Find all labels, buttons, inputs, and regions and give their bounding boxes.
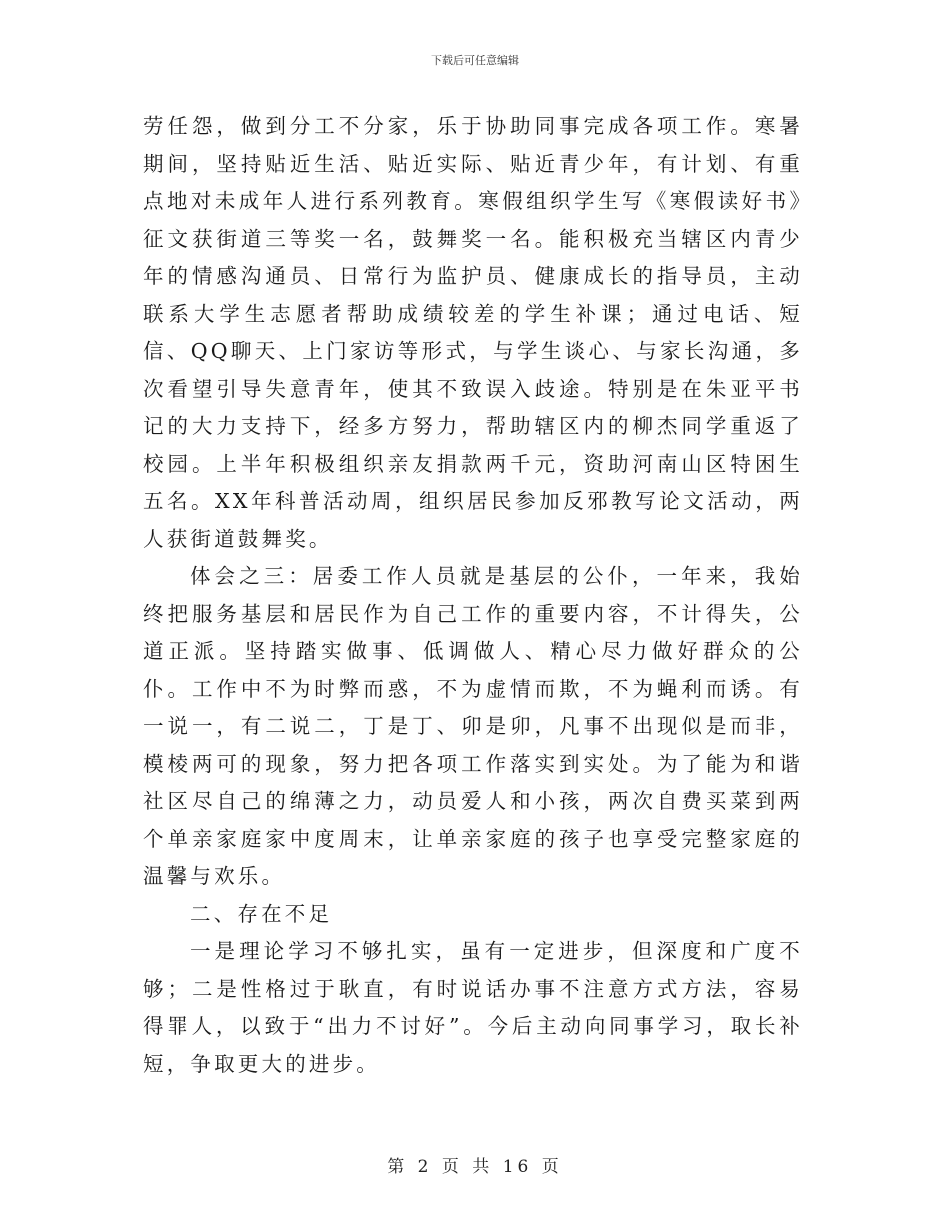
page-footer: 第 2 页 共 16 页 <box>387 1157 563 1177</box>
paragraph-experience-three: 体会之三：居委工作人员就是基层的公仆，一年来，我始终把服务基层和居民作为自己工作的重要内容，不计得失，公道正派。坚持踏实做事、低调做人、精心尽力做好群众的公仆。工作中不为时弊而惑，不为虚情而欺，不为蝇利而诱。有一说一，有二说二，丁是丁、卯是卯，凡事不出现似是而非，模棱两可的现象，努力把各项工作落实到实处。为了能为和谐社区尽自己的绵薄之力，动员爱人和小孩，两次自费买菜到两个单亲家庭家中度周末，让单亲家庭的孩子也享受完整家庭的温馨与欢乐。 <box>143 564 803 888</box>
document-body <box>143 108 803 1083</box>
page-header: 下载后可任意编辑 <box>431 54 519 67</box>
section-heading-shortcomings: 二、存在不足 <box>190 901 333 926</box>
paragraph-continued: 劳任怨，做到分工不分家，乐于协助同事完成各项工作。寒暑期间，坚持贴近生活、贴近实际、贴近青少年，有计划、有重点地对未成年人进行系列教育。寒假组织学生写《寒假读好书》征文获街道三等奖一名，鼓舞奖一名。能积极充当辖区内青少年的情感沟通员、日常行为监护员、健康成长的指导员，主动联系大学生志愿者帮助成绩较差的学生补课；通过电话、短信、QQ聊天、上门家访等形式，与学生谈心、与家长沟通，多次看望引导失意青年，使其不致误入歧途。特别是在朱亚平书记的大力支持下，经多方努力，帮助辖区内的柳杰同学重返了校园。上半年积极组织亲友捐款两千元，资助河南山区特困生五名。XX年科普活动周，组织居民参加反邪教写论文活动，两人获街道鼓舞奖。 <box>143 114 803 551</box>
paragraph-shortcomings: 一是理论学习不够扎实，虽有一定进步，但深度和广度不够；二是性格过于耿直，有时说话办事不注意方式方法，容易得罪人，以致于“出力不讨好”。今后主动向同事学习，取长补短，争取更大的进步。 <box>143 939 803 1076</box>
